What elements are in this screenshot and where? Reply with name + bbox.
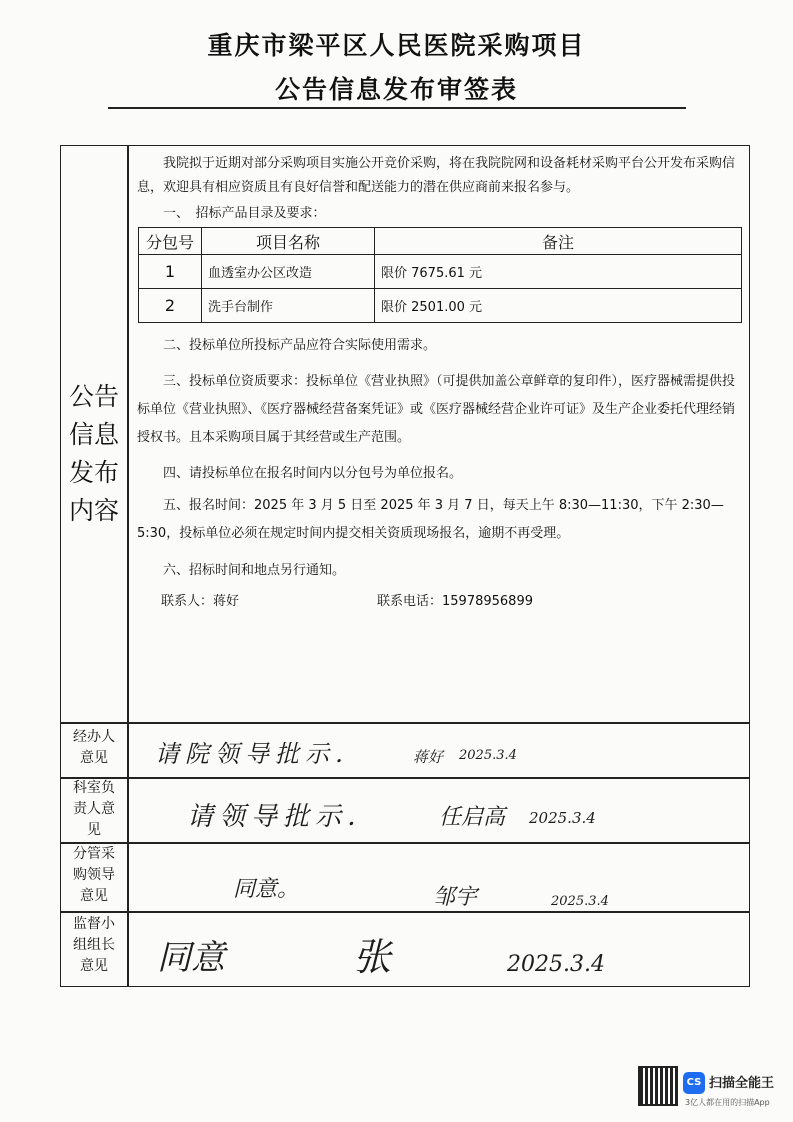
section-4-text: 四、请投标单位在报名时间内以分包号为单位报名。 xyxy=(163,466,463,481)
label-column-divider xyxy=(127,146,129,986)
section-6-text: 六、招标时间和地点另行通知。 xyxy=(163,563,346,578)
scanner-tagline: 3亿人都在用的扫描App xyxy=(685,1098,770,1107)
document-title-line1: 重庆市梁平区人民医院采购项目 xyxy=(207,31,586,60)
row-divider xyxy=(61,842,749,844)
dept-head-date: 2025.3.4 xyxy=(529,809,596,827)
row-divider xyxy=(61,911,749,913)
handler-signature: 蒋好 xyxy=(413,748,444,766)
table-header-row xyxy=(139,228,742,255)
dept-head-signature: 任启高 xyxy=(439,805,506,830)
opinion-label-dept-head: 科室负 责人意 见 xyxy=(73,780,115,838)
opinion-label-handler: 经办人 意见 xyxy=(73,729,115,766)
contact-phone: 联系电话：15978956899 xyxy=(377,594,533,609)
purchase-leader-date: 2025.3.4 xyxy=(551,894,609,909)
approval-form xyxy=(60,145,750,987)
contact-person: 联系人：蒋好 xyxy=(161,594,240,609)
header-note: 备注 xyxy=(375,228,742,255)
opinion-label-supervisor: 监督小 组组长 意见 xyxy=(73,916,115,974)
package-no-cell: 1 xyxy=(139,255,202,289)
handler-opinion-handwriting: 请院领导批示． xyxy=(155,740,365,768)
document-title-line2: 公告信息发布审签表 xyxy=(274,75,518,104)
header-project-name: 项目名称 xyxy=(202,228,375,255)
items-table xyxy=(138,227,742,323)
project-name-cell: 洗手台制作 xyxy=(202,289,375,323)
table-row xyxy=(139,255,742,289)
row-divider xyxy=(61,777,749,779)
intro-text: 我院拟于近期对部分采购项目实施公开竞价采购，将在我院院网和设备耗材采购平台公开发布采购信息，欢迎具有相应资质且有良好信誉和配送能力的潜在供应商前来报名参与。 xyxy=(137,156,736,195)
section-2-text: 二、投标单位所投标产品应符合实际使用需求。 xyxy=(163,338,437,353)
section-3-text: 三、投标单位资质要求：投标单位《营业执照》（可提供加盖公章鲜章的复印件），医疗器械需提供投标单位《营业执照》、《医疗器械经营备案凭证》或《医疗器械经营企业许可证》及生产企业委托代理经销授权书。且本采购项目属于其经营或生产范围。 xyxy=(137,374,736,445)
package-no-cell: 2 xyxy=(139,289,202,323)
handler-date: 2025.3.4 xyxy=(459,748,517,763)
content-label: 公告 信息 发布 内容 xyxy=(68,382,119,525)
section-5-text: 五、报名时间：2025 年 3 月 5 日至 2025 年 3 月 7 日，每天上午 8:30—11:30，下午 2:30—5:30，投标单位必须在规定时间内提交相关资质现场报名，逾期不再受理。 xyxy=(137,498,724,541)
purchase-leader-signature: 邹宇 xyxy=(433,885,478,910)
opinion-label-purchase-leader: 分管采 购领导 意见 xyxy=(73,846,115,904)
note-cell: 限价 2501.00 元 xyxy=(375,289,742,323)
title-underline xyxy=(108,107,686,109)
purchase-leader-opinion-handwriting: 同意。 xyxy=(233,877,300,902)
section-1-heading: 一、 招标产品目录及要求： xyxy=(163,206,326,221)
note-cell: 限价 7675.61 元 xyxy=(375,255,742,289)
project-name-cell: 血透室办公区改造 xyxy=(202,255,375,289)
supervisor-date: 2025.3.4 xyxy=(507,952,605,977)
table-row xyxy=(139,289,742,323)
dept-head-opinion-handwriting: 请领导批示． xyxy=(187,802,380,832)
row-divider xyxy=(61,722,749,724)
supervisor-opinion-handwriting: 同意 xyxy=(157,938,225,978)
qr-code-icon xyxy=(638,1066,678,1106)
header-package-no: 分包号 xyxy=(139,228,202,255)
scanner-app-name: 扫描全能王 xyxy=(709,1076,775,1091)
camscanner-logo-icon: CS xyxy=(683,1072,705,1094)
supervisor-signature: 张 xyxy=(353,935,392,979)
